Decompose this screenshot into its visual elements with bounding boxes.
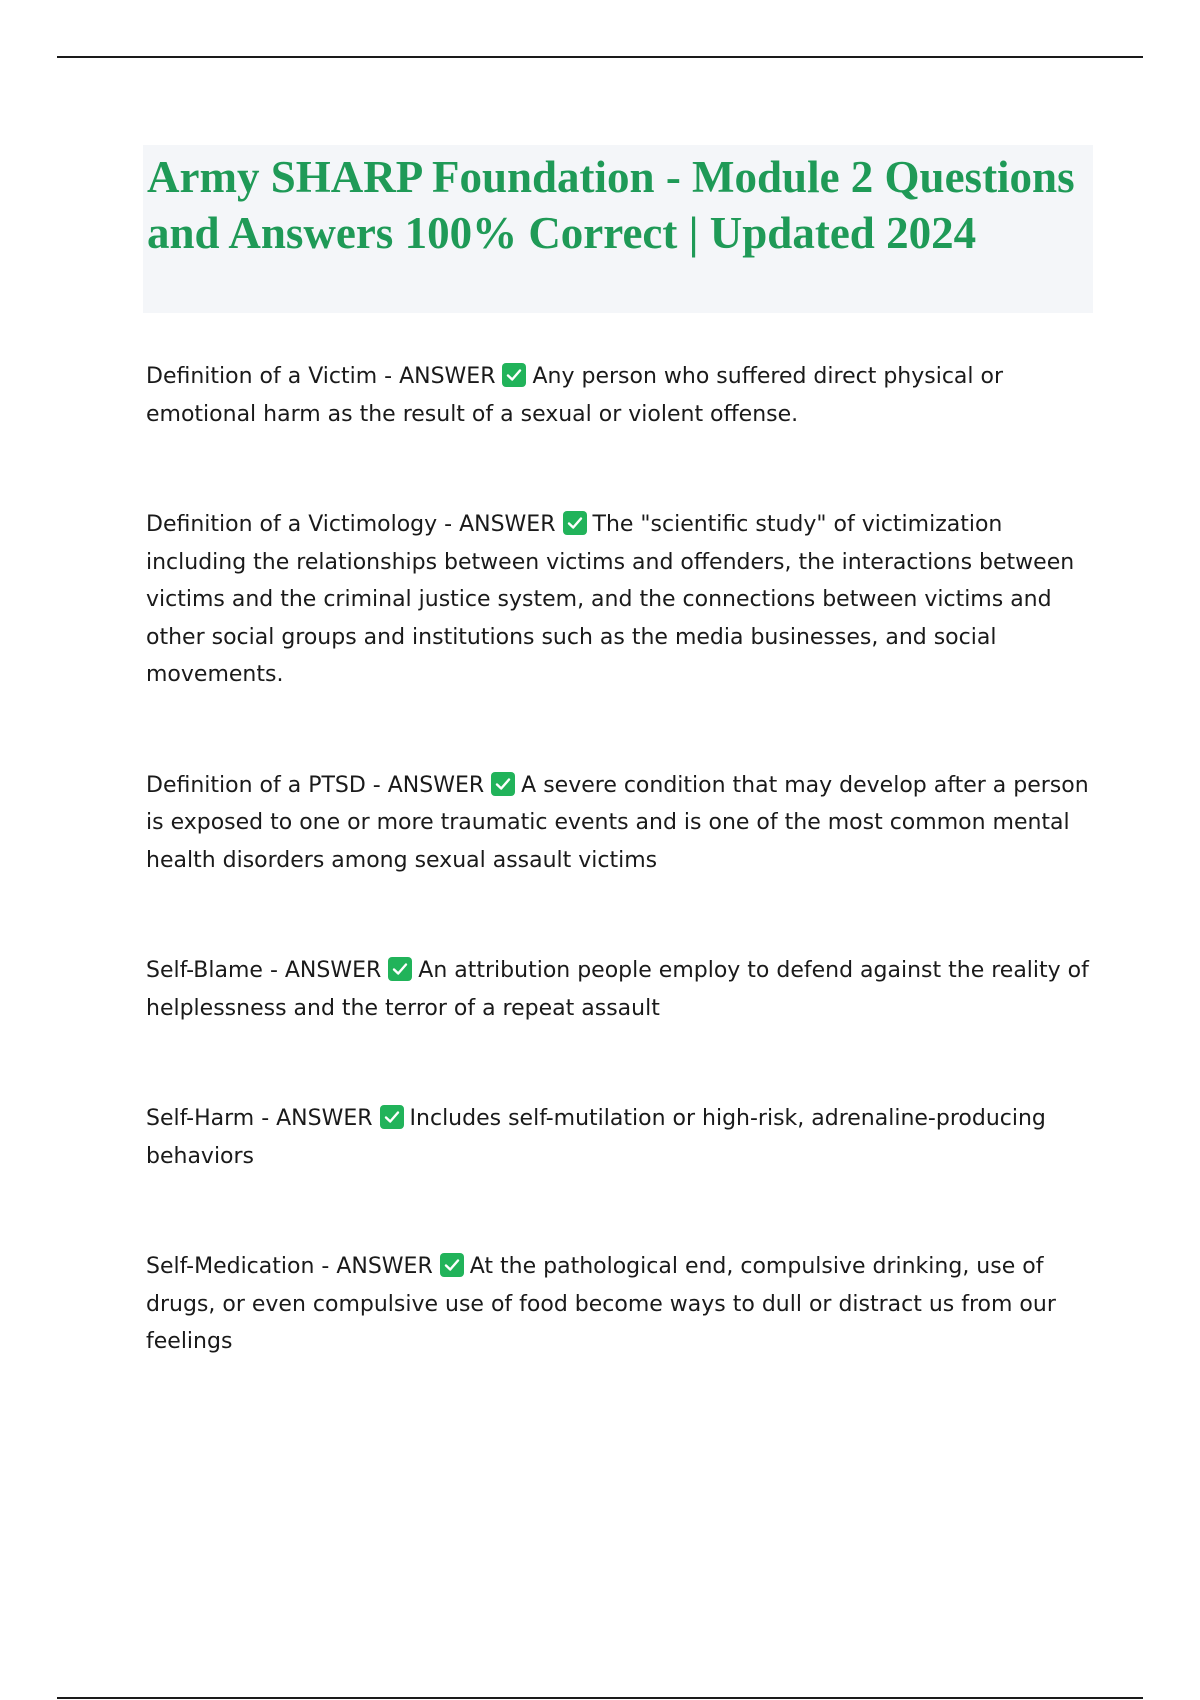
qa-term: Definition of a Victimology - ANSWER (146, 512, 556, 537)
qa-answer: Includes self-mutilation or high-risk, adrenaline-producing behaviors (146, 1106, 1046, 1169)
check-mark-icon (502, 363, 526, 387)
qa-answer: A severe condition that may develop after a person is exposed to one or more traumatic events and is one of the most common mental health disorders among sexual assault victims (146, 772, 1089, 873)
qa-term: Definition of a PTSD - ANSWER (146, 772, 485, 798)
qa-term: Self-Harm - ANSWER (146, 1106, 373, 1131)
top-divider (57, 56, 1143, 58)
qa-item (146, 506, 1096, 694)
qa-answer: At the pathological end, compulsive drinking, use of drugs, or even compulsive use of food become ways to dull or distract us from our feelings (146, 1254, 1056, 1354)
bottom-divider (57, 1697, 1143, 1699)
check-mark-icon (563, 511, 587, 535)
title-banner (143, 145, 1093, 313)
qa-item (146, 952, 1096, 1027)
qa-answer: Any person who suffered direct physical or emotional harm as the result of a sexual or violent offense. (146, 364, 1004, 427)
check-mark-icon (380, 1105, 404, 1129)
qa-answer: The "scientific study" of victimization including the relationships between victims and offenders, the interactions between victims and the criminal justice system, and the connections between victims and other social groups and institutions such as the media businesses, and social movements. (146, 512, 1075, 687)
qa-answer: An attribution people employ to defend against the reality of helplessness and the terror of a repeat assault (146, 958, 1089, 1021)
check-mark-icon (491, 772, 515, 796)
check-mark-icon (440, 1253, 464, 1277)
qa-list (146, 358, 1096, 1361)
check-mark-icon (388, 957, 412, 981)
qa-item (146, 767, 1096, 880)
qa-term: Self-Blame - ANSWER (146, 958, 382, 983)
document-title: Army SHARP Foundation - Module 2 Questions and Answers 100% Correct | Updated 2024 (147, 152, 1075, 258)
qa-term: Self-Medication - ANSWER (146, 1254, 433, 1279)
qa-term: Definition of a Victim - ANSWER (146, 364, 496, 389)
qa-item (146, 1100, 1096, 1175)
qa-item (146, 358, 1096, 433)
qa-item (146, 1248, 1096, 1361)
